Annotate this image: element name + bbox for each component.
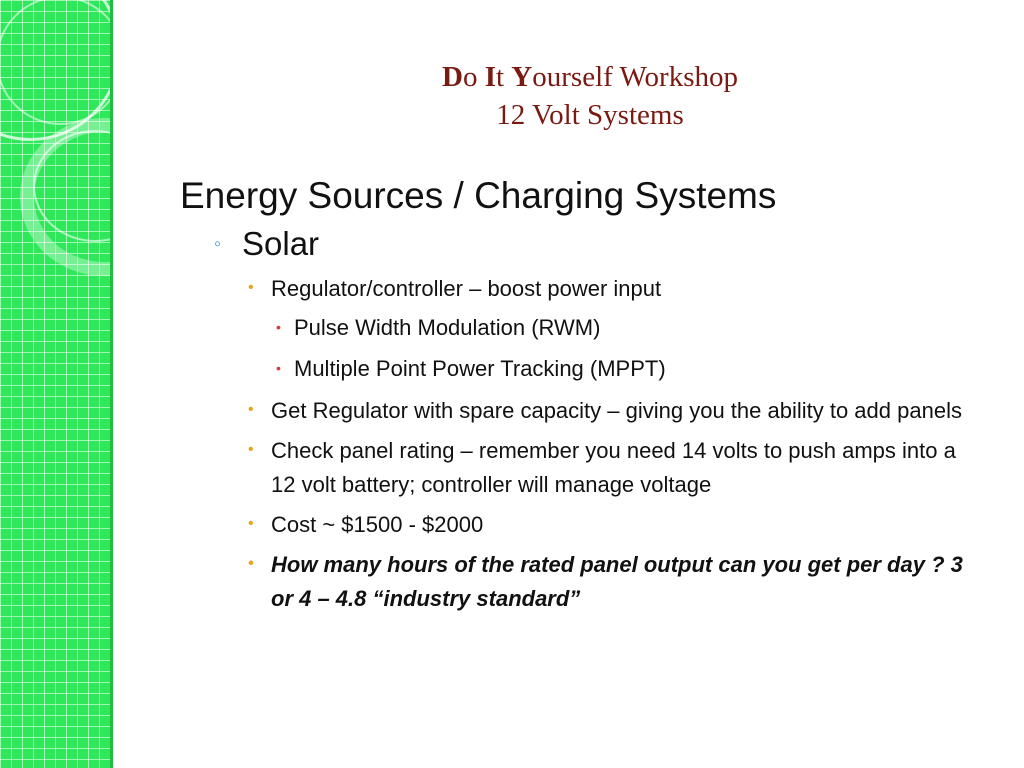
list-item-text: How many hours of the rated panel output can you get per day ? 3 or 4 – 4.8 “industry standard” [271,552,963,611]
title-line-1 [300,58,880,96]
list-item-text: Pulse Width Modulation (RWM) [294,315,601,340]
list-item [180,312,980,344]
hollow-bullet-icon: ◦ [214,233,222,255]
list-item [180,434,971,502]
title-part: ourself Workshop [532,61,738,93]
bullet-icon: • [276,319,281,335]
heading: Energy Sources / Charging Systems [180,175,777,216]
title-part: I [484,61,496,93]
bullet-icon: • [248,555,254,572]
section-solar [180,224,980,264]
bullet-icon: • [276,360,281,376]
list-item [180,394,971,428]
list-item-text: Multiple Point Power Tracking (MPPT) [294,356,666,381]
slide-content [180,172,980,622]
bullet-icon: • [248,279,254,296]
title-part: D [441,61,463,93]
decorative-green-panel [0,0,113,768]
list-item [180,548,971,616]
slide-title [300,58,880,134]
bullet-icon: • [248,441,254,458]
decorative-ring [0,0,113,125]
list-item [180,508,971,542]
bullet-icon: • [248,401,254,418]
list-item-text: Get Regulator with spare capacity – giving you the ability to add panels [271,398,962,423]
title-line-2: 12 Volt Systems [496,99,684,131]
section-label: Solar [242,225,320,262]
list-item-text: Cost ~ $1500 - $2000 [271,512,484,537]
title-part: o [462,61,485,93]
list-item-text: Regulator/controller – boost power input [271,276,662,301]
bullet-icon: • [248,515,254,532]
list-item [180,353,980,385]
list-item-text: Check panel rating – remember you need 14 volts to push amps into a 12 volt battery; controller will manage voltage [271,438,956,497]
list-item [180,272,971,306]
title-part: t [495,61,512,93]
title-part: Y [511,61,533,93]
